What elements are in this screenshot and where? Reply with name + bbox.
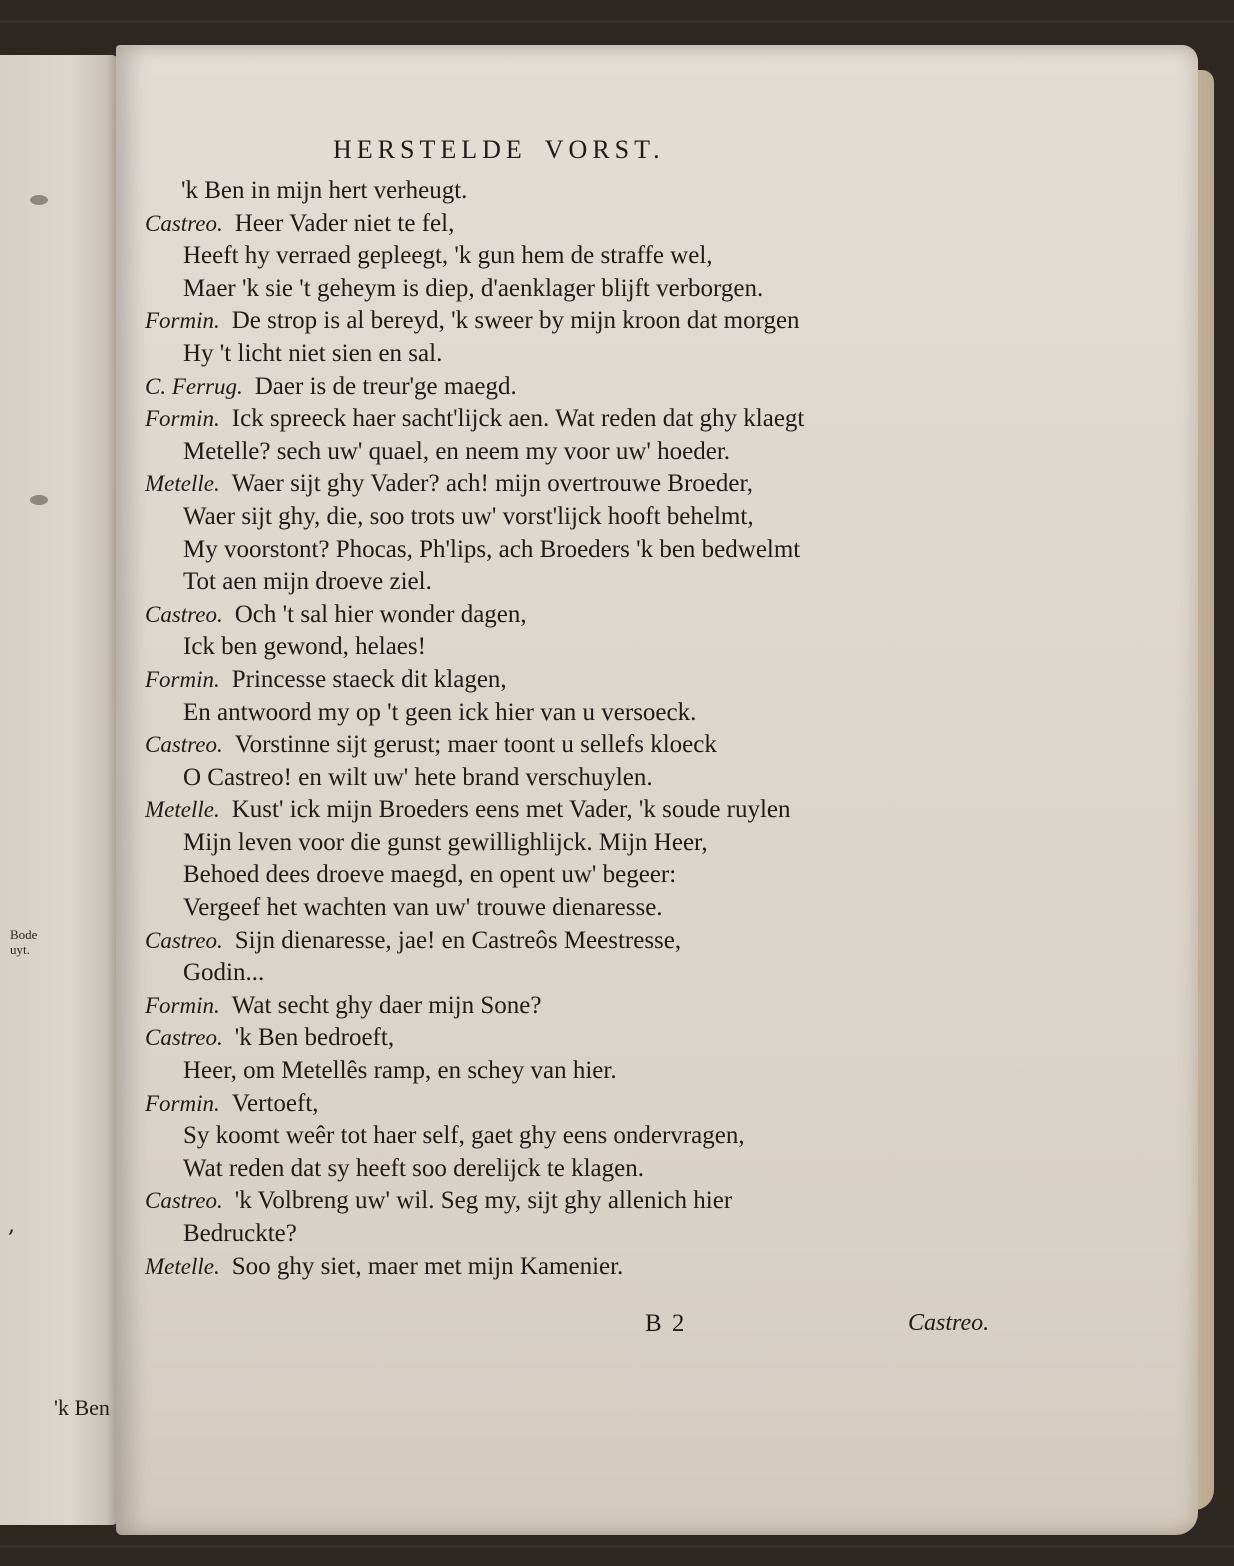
catchword: Castreo.: [908, 1310, 990, 1336]
verse-line: [145, 892, 1015, 925]
verse-line: [145, 827, 1015, 860]
verse-line-text: Waer sijt ghy Vader? ach! mijn overtrouwe Broeder,: [231, 470, 754, 498]
verse-line: [145, 1055, 1015, 1088]
verse-line: [145, 534, 1015, 567]
speaker-name: Castreo.: [145, 732, 223, 758]
verse-line: [145, 403, 1015, 436]
verse-text: [145, 175, 1015, 1283]
verse-line: [145, 1120, 1015, 1153]
verse-line-text: Hy 't licht niet sien en sal.: [183, 339, 443, 367]
verse-line-text: Tot aen mijn droeve ziel.: [183, 568, 432, 596]
verse-line: [145, 338, 1015, 371]
speaker-name: Formin.: [145, 406, 220, 432]
verse-line: [145, 1022, 1015, 1055]
verse-line-text: 'k Volbreng uw' wil. Seg my, sijt ghy allenich hier: [234, 1187, 733, 1215]
verse-line-text: Sijn dienaresse, jae! en Castreôs Meestresse,: [234, 926, 682, 954]
verse-line: [145, 1088, 1015, 1121]
verse-line: [145, 240, 1015, 273]
verse-line: [145, 1218, 1015, 1251]
verse-line-text: Sy koomt weêr tot haer self, gaet ghy eens ondervragen,: [183, 1122, 745, 1150]
verse-line: [145, 273, 1015, 306]
verse-line: [145, 208, 1015, 241]
running-head: [333, 135, 665, 165]
verse-line: [145, 1153, 1015, 1186]
speaker-name: Metelle.: [145, 1253, 220, 1279]
verse-line: [145, 175, 1015, 208]
verse-line: [145, 599, 1015, 632]
verse-line-text: Soo ghy siet, maer met mijn Kamenier.: [231, 1252, 624, 1280]
verse-line: [145, 762, 1015, 795]
verse-line: [145, 468, 1015, 501]
verse-line-text: Ick spreeck haer sacht'lijck aen. Wat reden dat ghy klaegt: [231, 405, 805, 433]
verse-line: [145, 859, 1015, 892]
verse-line-text: Heeft hy verraed gepleegt, 'k gun hem de straffe wel,: [183, 242, 713, 270]
binding-hole: [30, 495, 48, 505]
verse-line-text: Waer sijt ghy, die, soo trots uw' vorst'lijck hooft behelmt,: [183, 502, 754, 530]
verse-line-text: Vergeef het wachten van uw' trouwe dienaresse.: [183, 894, 663, 922]
binding-hole: [30, 195, 48, 205]
verse-line: [145, 697, 1015, 730]
speaker-name: Castreo.: [145, 927, 223, 953]
running-head-word: VORST.: [544, 135, 665, 164]
verse-line: [145, 990, 1015, 1023]
verse-line: [145, 1185, 1015, 1218]
verse-line-text: Princesse staeck dit klagen,: [231, 665, 507, 693]
verse-line-text: My voorstont? Phocas, Ph'lips, ach Broeders 'k ben bedwelmt: [183, 535, 801, 563]
running-head-word: HERSTELDE: [333, 135, 527, 164]
verse-line-text: Wat reden dat sy heeft soo derelijck te klagen.: [183, 1154, 644, 1182]
wood-grain: [0, 20, 1234, 23]
verse-line: [145, 1251, 1015, 1284]
verse-line-text: Godin...: [183, 959, 265, 987]
speaker-name: Formin.: [145, 992, 220, 1018]
speaker-name: Formin.: [145, 308, 220, 334]
verse-line: [145, 794, 1015, 827]
verse-line-text: Och 't sal hier wonder dagen,: [234, 600, 527, 628]
speaker-name: Metelle.: [145, 797, 220, 823]
wood-grain: [0, 1545, 1234, 1548]
verse-line: [145, 566, 1015, 599]
verse-line: [145, 957, 1015, 990]
verse-line-text: De strop is al bereyd, 'k sweer by mijn kroon dat morgen: [231, 307, 800, 335]
speaker-name: Formin.: [145, 666, 220, 692]
verse-line-text: Ick ben gewond, helaes!: [183, 633, 426, 661]
margin-stage-direction: [10, 927, 37, 957]
left-page-catchword: 'k Ben: [54, 1395, 110, 1420]
verse-line: [145, 436, 1015, 469]
verse-line: [145, 631, 1015, 664]
verse-line-text: Daer is de treur'ge maegd.: [254, 372, 517, 400]
verse-line-text: Kust' ick mijn Broeders eens met Vader, 'k soude ruylen: [231, 796, 791, 824]
verse-line-text: 'k Ben in mijn hert verheugt.: [181, 177, 468, 204]
left-facing-page: [0, 55, 118, 1525]
speaker-name: Castreo.: [145, 601, 223, 627]
verse-line-text: Maer 'k sie 't geheym is diep, d'aenklager blijft verborgen.: [183, 274, 764, 302]
verse-line-text: Metelle? sech uw' quael, en neem my voor uw' hoeder.: [183, 437, 731, 465]
left-page-comma: ,: [8, 1213, 15, 1238]
signature-mark: B 2: [645, 1310, 687, 1337]
speaker-name: Castreo.: [145, 210, 223, 236]
verse-line-text: Bedruckte?: [183, 1220, 297, 1247]
speaker-name: Castreo.: [145, 1025, 223, 1051]
verse-line-text: Heer, om Metellês ramp, en schey van hier.: [183, 1057, 617, 1085]
verse-line: [145, 305, 1015, 338]
verse-line-text: En antwoord my op 't geen ick hier van u versoeck.: [183, 698, 697, 726]
speaker-name: Castreo.: [145, 1188, 223, 1214]
verse-line: [145, 501, 1015, 534]
verse-line: [145, 925, 1015, 958]
margin-note-line: Bode: [10, 927, 38, 942]
verse-line-text: Wat secht ghy daer mijn Sone?: [231, 991, 542, 1019]
speaker-name: Metelle.: [145, 471, 220, 497]
speaker-name: C. Ferrug.: [145, 373, 243, 399]
verse-line-text: Mijn leven voor die gunst gewillighlijck. Mijn Heer,: [183, 828, 708, 856]
verse-line-text: Heer Vader niet te fel,: [234, 209, 455, 237]
verse-line-text: O Castreo! en wilt uw' hete brand verschuylen.: [183, 763, 653, 791]
verse-line-text: Vertoeft,: [231, 1089, 319, 1117]
verse-line: [145, 664, 1015, 697]
verse-line-text: 'k Ben bedroeft,: [234, 1024, 395, 1052]
margin-note-line: uyt.: [10, 942, 30, 957]
verse-line: [145, 371, 1015, 404]
verse-line-text: Behoed dees droeve maegd, en opent uw' begeer:: [183, 861, 677, 889]
speaker-name: Formin.: [145, 1090, 220, 1116]
verse-line: [145, 729, 1015, 762]
verse-line-text: Vorstinne sijt gerust; maer toont u sellefs kloeck: [234, 731, 717, 759]
